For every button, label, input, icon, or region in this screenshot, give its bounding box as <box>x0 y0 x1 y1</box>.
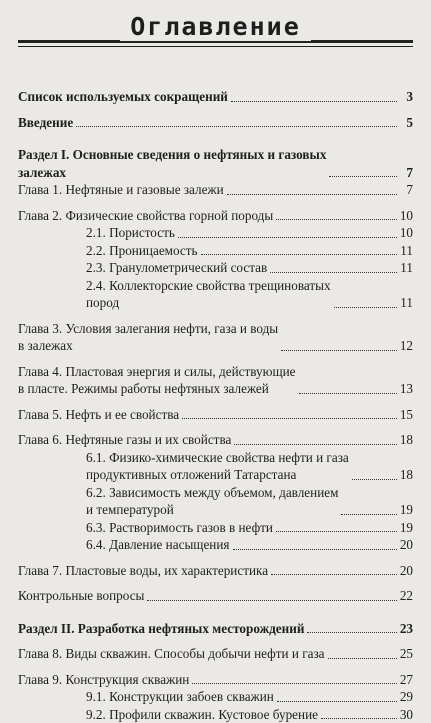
dot-leader <box>276 531 397 532</box>
toc-entry-6-1 <box>18 449 413 484</box>
toc-entry-text: Контрольные вопросы <box>18 587 144 605</box>
toc-entry-abbreviations <box>18 88 413 106</box>
toc-entry-chapter-9 <box>18 671 413 689</box>
toc-entry-page: 23 <box>399 620 413 638</box>
dot-leader <box>271 574 397 575</box>
toc-entry-introduction <box>18 114 413 132</box>
toc-entry-page: 19 <box>399 519 413 537</box>
dot-leader <box>201 254 397 255</box>
toc-entry-page: 11 <box>399 259 413 277</box>
toc-entry-text: 2.4. Коллекторские свойства трещиноватых пород <box>86 277 331 312</box>
dot-leader <box>270 272 397 273</box>
toc-entry-section-1 <box>18 146 413 181</box>
dot-leader <box>321 718 397 719</box>
toc-entry-chapter-3 <box>18 320 413 355</box>
toc-entry-section-2 <box>18 620 413 638</box>
toc-entry-page: 20 <box>399 536 413 554</box>
dot-leader <box>76 126 397 127</box>
toc-entry-2-1 <box>18 224 413 242</box>
header-rule-thin <box>18 46 413 47</box>
toc-entry-2-2 <box>18 242 413 260</box>
toc-entry-text: 2.3. Гранулометрический состав <box>86 259 267 277</box>
dot-leader <box>233 549 398 550</box>
toc-entry-page: 15 <box>399 406 413 424</box>
toc-entry-page: 20 <box>399 562 413 580</box>
toc-entry-page: 27 <box>399 671 413 689</box>
toc-entry-6-3 <box>18 519 413 537</box>
toc-entry-6-2 <box>18 484 413 519</box>
dot-leader <box>192 683 397 684</box>
dot-leader <box>329 176 397 177</box>
toc-entry-page: 10 <box>399 207 413 225</box>
toc-entry-chapter-6 <box>18 431 413 449</box>
toc-entry-page: 11 <box>399 242 413 260</box>
toc-entry-text: Глава 3. Условия залегания нефти, газа и воды в залежах <box>18 320 278 355</box>
page-header <box>0 0 431 70</box>
toc-entry-text: Раздел I. Основные сведения о нефтяных и газовых залежах <box>18 146 326 181</box>
toc-entry-page: 5 <box>399 114 413 132</box>
toc-entry-page: 18 <box>399 431 413 449</box>
dot-leader <box>307 632 397 633</box>
dot-leader <box>147 600 397 601</box>
toc-entry-page: 29 <box>399 688 413 706</box>
toc-entry-9-1 <box>18 688 413 706</box>
toc-entry-review-questions <box>18 587 413 605</box>
toc-entry-page: 30 <box>399 706 413 723</box>
dot-leader <box>341 514 397 515</box>
toc-entry-chapter-2 <box>18 207 413 225</box>
dot-leader <box>178 237 397 238</box>
toc-entry-text: Глава 6. Нефтяные газы и их свойства <box>18 431 231 449</box>
toc-entry-text: Введение <box>18 114 73 132</box>
toc-entry-page: 7 <box>399 164 413 182</box>
toc-entry-page: 19 <box>399 501 413 519</box>
toc-entry-text: Раздел II. Разработка нефтяных месторождений <box>18 620 304 638</box>
toc-entry-2-3 <box>18 259 413 277</box>
toc-entry-6-4 <box>18 536 413 554</box>
toc-entry-page: 3 <box>399 88 413 106</box>
dot-leader <box>182 418 397 419</box>
toc-entry-text: 6.3. Растворимость газов в нефти <box>86 519 273 537</box>
toc-entry-page: 22 <box>399 587 413 605</box>
toc-entry-page: 11 <box>399 294 413 312</box>
toc-entry-page: 13 <box>399 380 413 398</box>
toc-entry-text: Глава 4. Пластовая энергия и силы, действующие в пласте. Режимы работы нефтяных залежей <box>18 363 296 398</box>
table-of-contents <box>18 88 413 723</box>
toc-entry-page: 7 <box>399 181 413 199</box>
toc-entry-chapter-7 <box>18 562 413 580</box>
dot-leader <box>277 701 397 702</box>
toc-entry-text: 9.1. Конструкции забоев скважин <box>86 688 274 706</box>
dot-leader <box>334 307 397 308</box>
toc-entry-text: 6.2. Зависимость между объемом, давлением и температурой <box>86 484 338 519</box>
toc-entry-text: Глава 8. Виды скважин. Способы добычи нефти и газа <box>18 645 325 663</box>
toc-entry-text: Список используемых сокращений <box>18 88 228 106</box>
toc-entry-text: Глава 2. Физические свойства горной породы <box>18 207 273 225</box>
toc-entry-chapter-4 <box>18 363 413 398</box>
toc-entry-text: Глава 9. Конструкция скважин <box>18 671 189 689</box>
toc-entry-chapter-5 <box>18 406 413 424</box>
dot-leader <box>299 393 397 394</box>
page-title-wrap <box>0 12 431 41</box>
toc-entry-page: 18 <box>399 466 413 484</box>
toc-entry-text: Глава 5. Нефть и ее свойства <box>18 406 179 424</box>
toc-entry-text: 2.1. Пористость <box>86 224 175 242</box>
dot-leader <box>231 101 397 102</box>
toc-entry-2-4 <box>18 277 413 312</box>
toc-entry-page: 12 <box>399 337 413 355</box>
toc-entry-page: 25 <box>399 645 413 663</box>
page-title: Оглавление <box>120 12 311 41</box>
dot-leader <box>234 444 397 445</box>
dot-leader <box>227 194 397 195</box>
dot-leader <box>352 479 397 480</box>
toc-entry-text: Глава 7. Пластовые воды, их характеристика <box>18 562 268 580</box>
toc-entry-page: 10 <box>399 224 413 242</box>
toc-entry-chapter-8 <box>18 645 413 663</box>
toc-entry-text: Глава 1. Нефтяные и газовые залежи <box>18 181 224 199</box>
dot-leader <box>276 219 397 220</box>
toc-entry-chapter-1 <box>18 181 413 199</box>
toc-entry-text: 6.4. Давление насыщения <box>86 536 230 554</box>
toc-entry-text: 2.2. Проницаемость <box>86 242 198 260</box>
toc-entry-9-2 <box>18 706 413 723</box>
dot-leader <box>281 350 397 351</box>
toc-entry-text: 6.1. Физико-химические свойства нефти и газа продуктивных отложений Татарстана <box>86 449 349 484</box>
dot-leader <box>328 658 397 659</box>
toc-entry-text: 9.2. Профили скважин. Кустовое бурение <box>86 706 318 723</box>
